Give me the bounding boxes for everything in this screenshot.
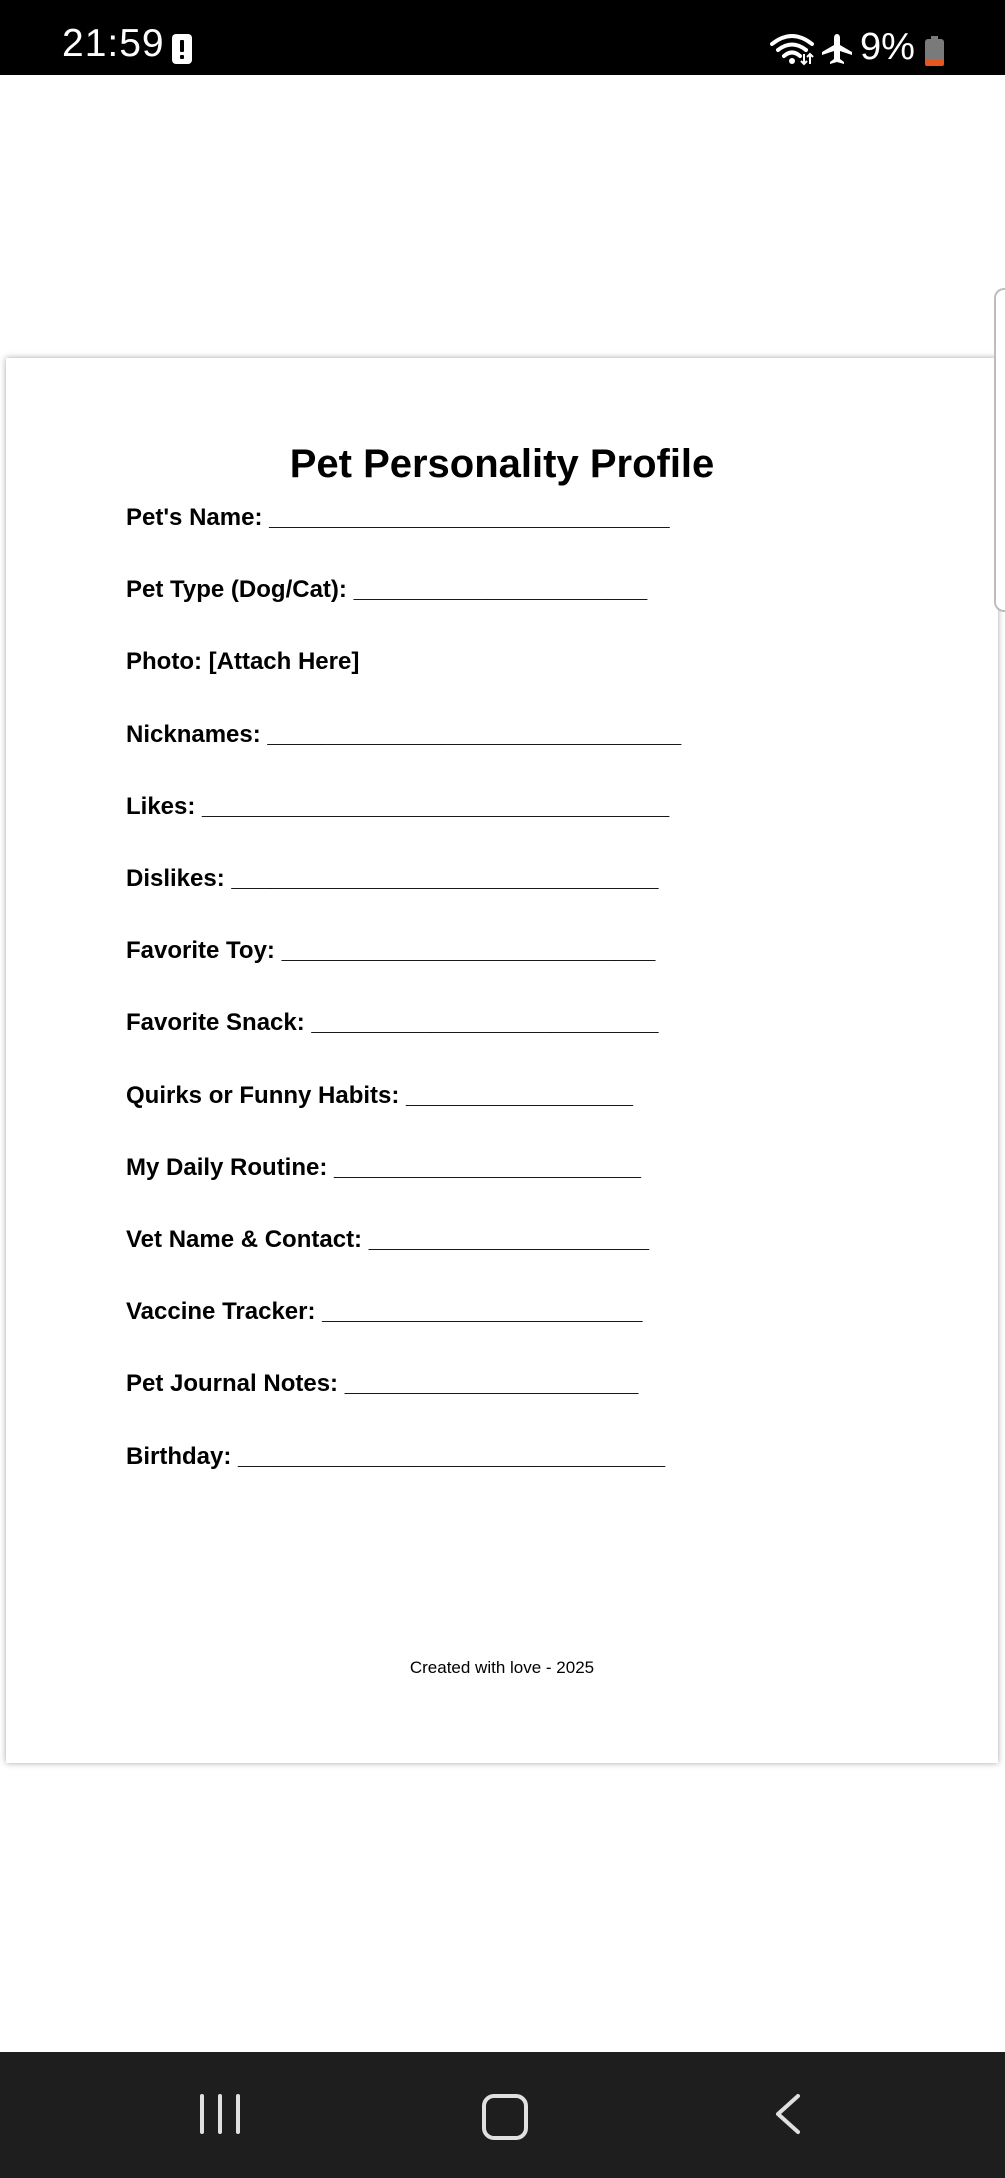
field-label: Birthday:	[126, 1442, 232, 1470]
document-title: Pet Personality Profile	[289, 442, 715, 486]
field-label: Dislikes:	[126, 865, 225, 892]
document-viewer[interactable]	[0, 75, 1005, 2052]
alert-icon	[172, 34, 192, 64]
recent-apps-icon[interactable]	[200, 2094, 242, 2134]
field-blank-line: ___________________________________	[202, 792, 670, 820]
battery-percent: 9%	[860, 26, 915, 68]
field-label: Nicknames:	[126, 720, 261, 748]
field-label: Vaccine Tracker:	[126, 1298, 316, 1326]
form-field-row	[126, 1009, 658, 1037]
form-field-row	[126, 1226, 649, 1254]
field-blank-line: ________________________________	[238, 1442, 666, 1470]
navigation-bar	[0, 2052, 1005, 2178]
field-blank-line: ________________________	[322, 1298, 643, 1326]
form-field-row	[126, 504, 670, 532]
form-field-row	[126, 793, 669, 821]
field-blank-line: _______________________	[334, 1153, 642, 1181]
form-field-row	[126, 1443, 665, 1471]
form-field-row	[126, 1298, 642, 1326]
form-field-row	[126, 576, 647, 604]
form-field-row	[126, 865, 659, 893]
field-blank-line: _________________	[406, 1081, 633, 1109]
form-field-row	[126, 648, 366, 676]
form-field-row	[126, 1082, 633, 1110]
field-label: Favorite Snack:	[126, 1009, 305, 1037]
field-blank-line: _______________________________	[267, 720, 682, 748]
scrollbar-handle[interactable]	[994, 288, 1005, 612]
field-blank-line: __________________________	[311, 1009, 659, 1037]
field-blank-line: _____________________	[368, 1226, 650, 1253]
field-label: Likes:	[126, 792, 196, 820]
field-label: Vet Name & Contact:	[126, 1226, 363, 1253]
form-field-row	[126, 1154, 641, 1182]
form-field-row	[126, 721, 681, 749]
status-bar	[0, 0, 1005, 75]
field-label: My Daily Routine:	[126, 1153, 328, 1181]
form-field-row	[126, 1370, 638, 1398]
field-label: Pet Journal Notes:	[126, 1370, 339, 1398]
field-label: Pet's Name:	[126, 504, 263, 531]
form-field-row	[126, 937, 655, 965]
field-blank-line: ______________________	[353, 576, 648, 604]
field-blank-line: ____________________________	[281, 937, 656, 965]
back-icon[interactable]	[770, 2092, 806, 2136]
status-time: 21:59	[62, 22, 165, 65]
field-label: Quirks or Funny Habits:	[126, 1081, 400, 1109]
field-label: Photo: [Attach Here]	[126, 648, 360, 676]
battery-icon	[925, 36, 944, 66]
field-blank-line: ______________________________	[269, 504, 670, 531]
document-page	[6, 358, 998, 1763]
field-blank-line: ______________________	[344, 1370, 639, 1398]
field-label: Pet Type (Dog/Cat):	[126, 576, 347, 604]
field-blank-line: ________________________________	[231, 865, 659, 892]
airplane-mode-icon	[820, 32, 854, 66]
document-footer: Created with love - 2025	[409, 1658, 595, 1677]
home-icon[interactable]	[482, 2094, 528, 2140]
wifi-icon	[770, 32, 814, 66]
field-label: Favorite Toy:	[126, 937, 275, 965]
